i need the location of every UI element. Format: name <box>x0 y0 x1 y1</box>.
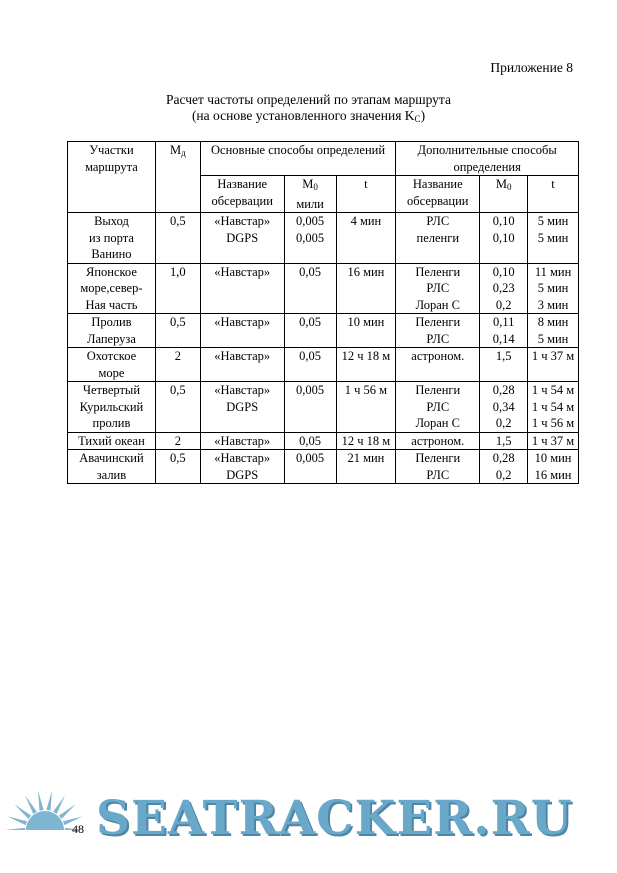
header-main-group: Основные способы определений <box>200 142 396 176</box>
table-row <box>68 213 579 264</box>
cell-section: Выход из порта Ванино <box>68 213 156 264</box>
cell-section: Авачинский залив <box>68 450 156 484</box>
cell-main-name: «Навстар» <box>200 314 284 348</box>
cell-extra-m0: 0,10 0,23 0,2 <box>480 263 528 314</box>
cell-extra-t: 1 ч 37 м <box>528 432 579 450</box>
title-line-2: (на основе установленного значения $K_С$) <box>191 108 426 124</box>
cell-main-t: 4 мин <box>336 213 396 264</box>
page-number: 48 <box>72 822 84 836</box>
cell-main-name: «Навстар» <box>200 348 284 382</box>
cell-main-name: «Навстар» <box>200 432 284 450</box>
cell-extra-name: Пеленги РЛС <box>396 450 480 484</box>
cell-extra-t: 1 ч 37 м <box>528 348 579 382</box>
cell-main-t: 21 мин <box>336 450 396 484</box>
cell-main-name: «Навстар» DGPS <box>200 213 284 264</box>
cell-md: 0,5 <box>155 213 200 264</box>
cell-extra-name: астроном. <box>396 432 480 450</box>
header-main-t: t <box>336 176 396 213</box>
cell-main-m0: 0,05 <box>284 432 336 450</box>
cell-md: 2 <box>155 432 200 450</box>
watermark-text: SEATRACKER.RU <box>96 791 573 846</box>
header-md: $M_д$ <box>155 142 200 213</box>
cell-main-t: 16 мин <box>336 263 396 314</box>
cell-extra-name: астроном. <box>396 348 480 382</box>
cell-section: Тихий океан <box>68 432 156 450</box>
cell-extra-name: Пеленги РЛС <box>396 314 480 348</box>
cell-main-m0: 0,05 <box>284 314 336 348</box>
cell-main-m0: 0,005 <box>284 382 336 433</box>
cell-extra-name: Пеленги РЛС Лоран С <box>396 382 480 433</box>
table-row <box>68 348 579 382</box>
header-row-1 <box>68 142 579 176</box>
cell-md: 0,5 <box>155 450 200 484</box>
cell-main-m0: 0,05 <box>284 348 336 382</box>
cell-main-name: «Навстар» DGPS <box>200 382 284 433</box>
table-row <box>68 314 579 348</box>
cell-extra-m0: 0,10 0,10 <box>480 213 528 264</box>
cell-main-m0: 0,05 <box>284 263 336 314</box>
title-line-1: Расчет частоты определений по этапам маршрута <box>166 92 451 107</box>
header-extra-m0: $M_0$ <box>480 176 528 213</box>
cell-extra-m0: 0,28 0,34 0,2 <box>480 382 528 433</box>
cell-extra-m0: 1,5 <box>480 432 528 450</box>
table-row <box>68 432 579 450</box>
cell-main-m0: 0,005 0,005 <box>284 213 336 264</box>
cell-main-name: «Навстар» DGPS <box>200 450 284 484</box>
cell-extra-t: 10 мин 16 мин <box>528 450 579 484</box>
cell-extra-m0: 0,28 0,2 <box>480 450 528 484</box>
table-row <box>68 263 579 314</box>
header-extra-group: Дополнительные способы определения <box>396 142 579 176</box>
header-extra-t: t <box>528 176 579 213</box>
header-extra-name: Название обсервации <box>396 176 480 213</box>
cell-md: 0,5 <box>155 314 200 348</box>
cell-extra-name: Пеленги РЛС Лоран С <box>396 263 480 314</box>
cell-extra-t: 1 ч 54 м 1 ч 54 м 1 ч 56 м <box>528 382 579 433</box>
cell-main-t: 12 ч 18 м <box>336 348 396 382</box>
cell-main-t: 10 мин <box>336 314 396 348</box>
cell-section: Японское море,север- Ная часть <box>68 263 156 314</box>
cell-section: Четвертый Курильский пролив <box>68 382 156 433</box>
route-table <box>67 141 579 484</box>
cell-main-m0: 0,005 <box>284 450 336 484</box>
table-title <box>0 92 617 127</box>
cell-md: 0,5 <box>155 382 200 433</box>
cell-main-name: «Навстар» <box>200 263 284 314</box>
cell-extra-m0: 0,11 0,14 <box>480 314 528 348</box>
header-main-name: Название обсервации <box>200 176 284 213</box>
header-section: Участки маршрута <box>68 142 156 213</box>
cell-md: 2 <box>155 348 200 382</box>
cell-extra-name: РЛС пеленги <box>396 213 480 264</box>
cell-section: Пролив Лаперуза <box>68 314 156 348</box>
cell-extra-m0: 1,5 <box>480 348 528 382</box>
header-main-m0: $M_0$ мили <box>284 176 336 213</box>
cell-extra-t: 8 мин 5 мин <box>528 314 579 348</box>
table-row <box>68 450 579 484</box>
cell-extra-t: 11 мин 5 мин 3 мин <box>528 263 579 314</box>
appendix-label: Приложение 8 <box>490 60 573 75</box>
cell-main-t: 1 ч 56 м <box>336 382 396 433</box>
cell-md: 1,0 <box>155 263 200 314</box>
cell-section: Охотское море <box>68 348 156 382</box>
cell-main-t: 12 ч 18 м <box>336 432 396 450</box>
table-row <box>68 382 579 433</box>
cell-extra-t: 5 мин 5 мин <box>528 213 579 264</box>
